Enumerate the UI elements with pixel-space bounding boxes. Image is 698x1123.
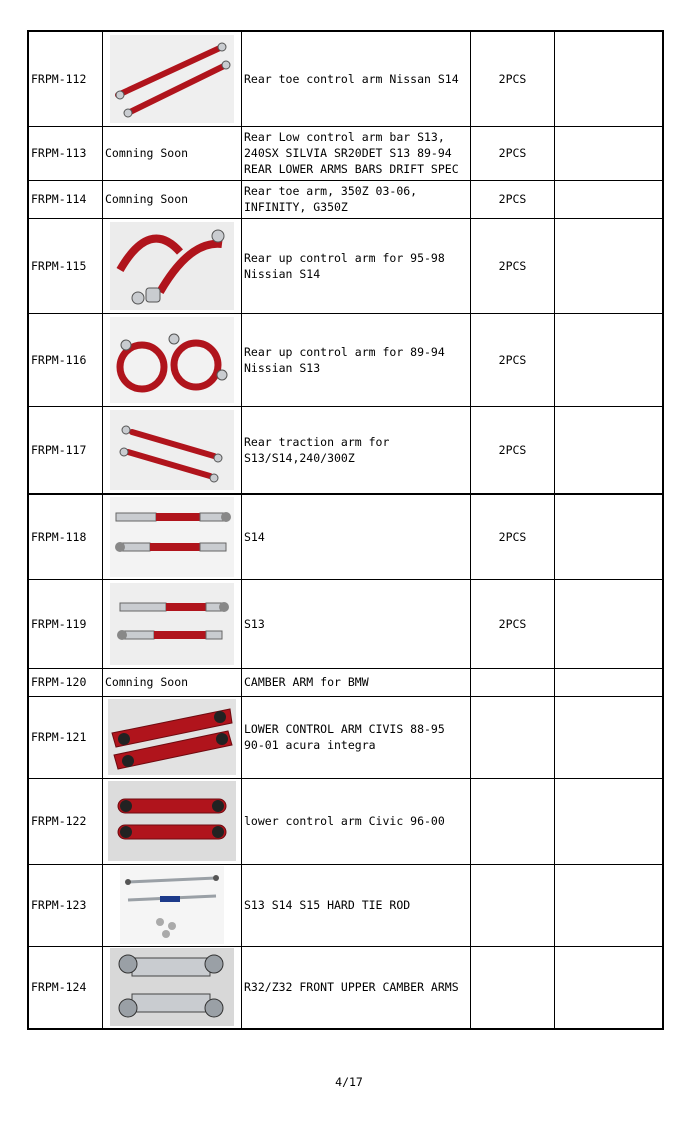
rear-toe-arm-pair-photo <box>110 35 234 123</box>
rear-traction-arm-photo <box>110 410 234 490</box>
part-code: FRPM-124 <box>28 946 103 1029</box>
description: Rear up control arm for 89-94 Nissian S13 <box>242 313 471 406</box>
front-upper-camber-arms-photo <box>110 948 234 1026</box>
lower-arm-civic-96-photo <box>108 781 236 861</box>
product-photo <box>103 313 242 406</box>
page-number: 4/17 <box>335 1075 363 1089</box>
table-row <box>28 864 663 946</box>
description: S13 <box>242 579 471 668</box>
description: S13 S14 S15 HARD TIE ROD <box>242 864 471 946</box>
description: R32/Z32 FRONT UPPER CAMBER ARMS <box>242 946 471 1029</box>
table-row <box>28 406 663 494</box>
blank-cell <box>555 313 664 406</box>
product-table-container <box>27 30 663 1030</box>
product-photo <box>103 406 242 494</box>
s13-arm-set-photo <box>110 583 234 665</box>
blank-cell <box>555 668 664 696</box>
quantity <box>471 864 555 946</box>
blank-cell <box>555 778 664 864</box>
table-row <box>28 494 663 579</box>
description: Rear traction arm for S13/S14,240/300Z <box>242 406 471 494</box>
status-note: Comning Soon <box>103 180 242 218</box>
quantity <box>471 668 555 696</box>
part-code: FRPM-117 <box>28 406 103 494</box>
description: lower control arm Civic 96-00 <box>242 778 471 864</box>
blank-cell <box>555 579 664 668</box>
table-row <box>28 778 663 864</box>
description: CAMBER ARM for BMW <box>242 668 471 696</box>
description: LOWER CONTROL ARM CIVIS 88-95 90-01 acura integra <box>242 696 471 778</box>
product-photo <box>103 778 242 864</box>
table-row <box>28 946 663 1029</box>
quantity: 2PCS <box>471 218 555 313</box>
description: Rear up control arm for 95-98 Nissian S14 <box>242 218 471 313</box>
blank-cell <box>555 406 664 494</box>
quantity <box>471 946 555 1029</box>
description: Rear toe control arm Nissan S14 <box>242 31 471 126</box>
blank-cell <box>555 180 664 218</box>
description: Rear toe arm, 350Z 03-06, INFINITY, G350Z <box>242 180 471 218</box>
lower-arm-civic-88-photo <box>108 699 236 775</box>
product-table <box>27 30 664 1030</box>
description: S14 <box>242 494 471 579</box>
part-code: FRPM-123 <box>28 864 103 946</box>
quantity: 2PCS <box>471 406 555 494</box>
quantity <box>471 696 555 778</box>
product-photo <box>103 218 242 313</box>
status-note: Comning Soon <box>103 126 242 180</box>
table-row <box>28 31 663 126</box>
part-code: FRPM-119 <box>28 579 103 668</box>
hard-tie-rod-photo <box>120 866 224 944</box>
part-code: FRPM-114 <box>28 180 103 218</box>
table-row <box>28 579 663 668</box>
quantity <box>471 778 555 864</box>
quantity: 2PCS <box>471 31 555 126</box>
table-row <box>28 126 663 180</box>
quantity: 2PCS <box>471 313 555 406</box>
blank-cell <box>555 864 664 946</box>
part-code: FRPM-116 <box>28 313 103 406</box>
part-code: FRPM-112 <box>28 31 103 126</box>
rear-upper-arm-s13-photo <box>110 317 234 403</box>
product-photo <box>103 31 242 126</box>
product-photo <box>103 864 242 946</box>
description: Rear Low control arm bar S13, 240SX SILVIA SR20DET S13 89-94 REAR LOWER ARMS BARS DRIFT SPEC <box>242 126 471 180</box>
blank-cell <box>555 696 664 778</box>
part-code: FRPM-113 <box>28 126 103 180</box>
quantity: 2PCS <box>471 126 555 180</box>
product-photo <box>103 579 242 668</box>
quantity: 2PCS <box>471 579 555 668</box>
part-code: FRPM-121 <box>28 696 103 778</box>
part-code: FRPM-122 <box>28 778 103 864</box>
rear-upper-arm-s14-photo <box>110 222 234 310</box>
quantity: 2PCS <box>471 494 555 579</box>
part-code: FRPM-120 <box>28 668 103 696</box>
blank-cell <box>555 126 664 180</box>
product-photo <box>103 494 242 579</box>
blank-cell <box>555 218 664 313</box>
blank-cell <box>555 494 664 579</box>
table-row <box>28 180 663 218</box>
product-photo <box>103 946 242 1029</box>
status-note: Comning Soon <box>103 668 242 696</box>
part-code: FRPM-118 <box>28 494 103 579</box>
product-photo <box>103 696 242 778</box>
quantity: 2PCS <box>471 180 555 218</box>
table-row <box>28 696 663 778</box>
table-row <box>28 313 663 406</box>
blank-cell <box>555 31 664 126</box>
s14-arm-set-photo <box>110 497 234 577</box>
blank-cell <box>555 946 664 1029</box>
table-row <box>28 668 663 696</box>
part-code: FRPM-115 <box>28 218 103 313</box>
table-row <box>28 218 663 313</box>
